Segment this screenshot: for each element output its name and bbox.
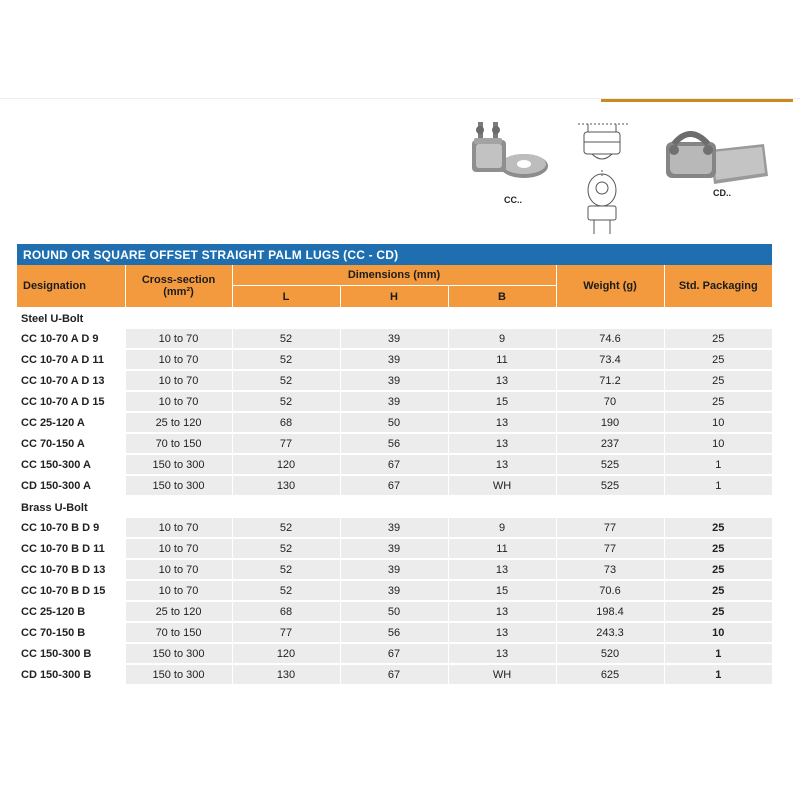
b-cell: 15 xyxy=(448,580,556,601)
table-row xyxy=(17,433,772,454)
h-cell: 67 xyxy=(340,454,448,475)
h-cell: 39 xyxy=(340,538,448,559)
b-cell: 13 xyxy=(448,433,556,454)
l-cell: 52 xyxy=(232,518,340,538)
designation-cell: CC 10-70 B D 11 xyxy=(17,538,125,559)
table-row xyxy=(17,370,772,391)
b-cell: 13 xyxy=(448,601,556,622)
designation-cell: CC 10-70 A D 9 xyxy=(17,329,125,349)
b-cell: 13 xyxy=(448,412,556,433)
packaging-cell: 25 xyxy=(664,391,772,412)
weight-cell: 525 xyxy=(556,454,664,475)
header-cross-section-unit: (mm²) xyxy=(163,286,194,298)
weight-cell: 70 xyxy=(556,391,664,412)
cross-section-cell: 10 to 70 xyxy=(125,391,232,412)
l-cell: 52 xyxy=(232,349,340,370)
l-cell: 77 xyxy=(232,622,340,643)
cross-section-cell: 10 to 70 xyxy=(125,559,232,580)
b-cell: 11 xyxy=(448,349,556,370)
header-l: L xyxy=(232,286,340,308)
packaging-cell: 25 xyxy=(664,538,772,559)
header-packaging: Std. Packaging xyxy=(664,265,772,308)
l-cell: 52 xyxy=(232,559,340,580)
cross-section-cell: 10 to 70 xyxy=(125,370,232,391)
cross-section-cell: 70 to 150 xyxy=(125,433,232,454)
weight-cell: 77 xyxy=(556,518,664,538)
l-cell: 120 xyxy=(232,454,340,475)
l-cell: 68 xyxy=(232,412,340,433)
weight-cell: 74.6 xyxy=(556,329,664,349)
b-cell: 9 xyxy=(448,329,556,349)
h-cell: 39 xyxy=(340,559,448,580)
cross-section-cell: 10 to 70 xyxy=(125,580,232,601)
table-row xyxy=(17,559,772,580)
l-cell: 77 xyxy=(232,433,340,454)
packaging-cell: 10 xyxy=(664,433,772,454)
table-row xyxy=(17,664,772,685)
weight-cell: 525 xyxy=(556,475,664,496)
designation-cell: CC 10-70 A D 13 xyxy=(17,370,125,391)
weight-cell: 70.6 xyxy=(556,580,664,601)
packaging-cell: 1 xyxy=(664,664,772,685)
b-cell: 15 xyxy=(448,391,556,412)
table-row xyxy=(17,601,772,622)
l-cell: 52 xyxy=(232,329,340,349)
designation-cell: CC 150-300 A xyxy=(17,454,125,475)
packaging-cell: 1 xyxy=(664,643,772,664)
table-row xyxy=(17,475,772,496)
packaging-cell: 25 xyxy=(664,370,772,391)
h-cell: 67 xyxy=(340,643,448,664)
l-cell: 68 xyxy=(232,601,340,622)
h-cell: 39 xyxy=(340,370,448,391)
h-cell: 67 xyxy=(340,664,448,685)
weight-cell: 198.4 xyxy=(556,601,664,622)
cross-section-cell: 10 to 70 xyxy=(125,518,232,538)
table-row xyxy=(17,643,772,664)
section-title: Steel U-Bolt xyxy=(17,308,772,330)
h-cell: 39 xyxy=(340,391,448,412)
table-row xyxy=(17,538,772,559)
packaging-cell: 10 xyxy=(664,622,772,643)
header-designation: Designation xyxy=(17,265,125,308)
h-cell: 39 xyxy=(340,518,448,538)
packaging-cell: 1 xyxy=(664,475,772,496)
designation-cell: CD 150-300 B xyxy=(17,664,125,685)
b-cell: 11 xyxy=(448,538,556,559)
designation-cell: CC 10-70 B D 13 xyxy=(17,559,125,580)
h-cell: 50 xyxy=(340,412,448,433)
weight-cell: 77 xyxy=(556,538,664,559)
designation-cell: CC 25-120 A xyxy=(17,412,125,433)
b-cell: 13 xyxy=(448,622,556,643)
designation-cell: CC 25-120 B xyxy=(17,601,125,622)
weight-cell: 625 xyxy=(556,664,664,685)
designation-cell: CC 10-70 B D 15 xyxy=(17,580,125,601)
cross-section-cell: 25 to 120 xyxy=(125,601,232,622)
packaging-cell: 25 xyxy=(664,518,772,538)
cross-section-cell: 150 to 300 xyxy=(125,643,232,664)
weight-cell: 71.2 xyxy=(556,370,664,391)
lug-technical-drawing xyxy=(572,118,634,240)
palm-lugs-spec-table xyxy=(17,244,772,686)
b-cell: 13 xyxy=(448,559,556,580)
cross-section-cell: 150 to 300 xyxy=(125,664,232,685)
cross-section-cell: 10 to 70 xyxy=(125,538,232,559)
packaging-cell: 25 xyxy=(664,329,772,349)
cc-lug-photo xyxy=(462,118,552,198)
header-b: B xyxy=(448,286,556,308)
cross-section-cell: 150 to 300 xyxy=(125,475,232,496)
table-row xyxy=(17,454,772,475)
cc-label: CC.. xyxy=(504,195,522,205)
designation-cell: CC 70-150 A xyxy=(17,433,125,454)
l-cell: 130 xyxy=(232,664,340,685)
table-row xyxy=(17,518,772,538)
l-cell: 130 xyxy=(232,475,340,496)
weight-cell: 520 xyxy=(556,643,664,664)
b-cell: 13 xyxy=(448,643,556,664)
table-row xyxy=(17,412,772,433)
designation-cell: CC 10-70 A D 11 xyxy=(17,349,125,370)
l-cell: 52 xyxy=(232,391,340,412)
header-row xyxy=(17,265,772,286)
h-cell: 39 xyxy=(340,580,448,601)
h-cell: 56 xyxy=(340,433,448,454)
weight-cell: 73.4 xyxy=(556,349,664,370)
cross-section-cell: 25 to 120 xyxy=(125,412,232,433)
designation-cell: CC 150-300 B xyxy=(17,643,125,664)
cross-section-cell: 10 to 70 xyxy=(125,329,232,349)
weight-cell: 243.3 xyxy=(556,622,664,643)
table-row xyxy=(17,391,772,412)
table-title-row xyxy=(17,244,772,265)
packaging-cell: 25 xyxy=(664,601,772,622)
designation-cell: CC 10-70 A D 15 xyxy=(17,391,125,412)
header-dimensions: Dimensions (mm) xyxy=(232,265,556,286)
header-cross-section xyxy=(125,265,232,308)
h-cell: 39 xyxy=(340,349,448,370)
b-cell: 13 xyxy=(448,370,556,391)
b-cell: WH xyxy=(448,664,556,685)
packaging-cell: 25 xyxy=(664,559,772,580)
h-cell: 67 xyxy=(340,475,448,496)
table-title: ROUND OR SQUARE OFFSET STRAIGHT PALM LUGS (CC - CD) xyxy=(17,244,772,265)
accent-bar xyxy=(601,99,793,102)
weight-cell: 237 xyxy=(556,433,664,454)
table-body xyxy=(17,308,772,686)
cross-section-cell: 10 to 70 xyxy=(125,349,232,370)
h-cell: 50 xyxy=(340,601,448,622)
l-cell: 120 xyxy=(232,643,340,664)
packaging-cell: 10 xyxy=(664,412,772,433)
section-title: Brass U-Bolt xyxy=(17,496,772,518)
b-cell: 9 xyxy=(448,518,556,538)
section-row xyxy=(17,496,772,518)
designation-cell: CC 70-150 B xyxy=(17,622,125,643)
designation-cell: CD 150-300 A xyxy=(17,475,125,496)
table-row xyxy=(17,622,772,643)
table-row xyxy=(17,349,772,370)
l-cell: 52 xyxy=(232,538,340,559)
header-weight: Weight (g) xyxy=(556,265,664,308)
h-cell: 56 xyxy=(340,622,448,643)
packaging-cell: 25 xyxy=(664,580,772,601)
designation-cell: CC 10-70 B D 9 xyxy=(17,518,125,538)
cross-section-cell: 150 to 300 xyxy=(125,454,232,475)
header-cross-section-label: Cross-section xyxy=(141,274,216,286)
l-cell: 52 xyxy=(232,580,340,601)
header-h: H xyxy=(340,286,448,308)
table-row xyxy=(17,580,772,601)
l-cell: 52 xyxy=(232,370,340,391)
cd-label: CD.. xyxy=(713,188,731,198)
packaging-cell: 1 xyxy=(664,454,772,475)
weight-cell: 73 xyxy=(556,559,664,580)
table-row xyxy=(17,329,772,349)
section-row xyxy=(17,308,772,330)
weight-cell: 190 xyxy=(556,412,664,433)
b-cell: WH xyxy=(448,475,556,496)
packaging-cell: 25 xyxy=(664,349,772,370)
cross-section-cell: 70 to 150 xyxy=(125,622,232,643)
b-cell: 13 xyxy=(448,454,556,475)
h-cell: 39 xyxy=(340,329,448,349)
